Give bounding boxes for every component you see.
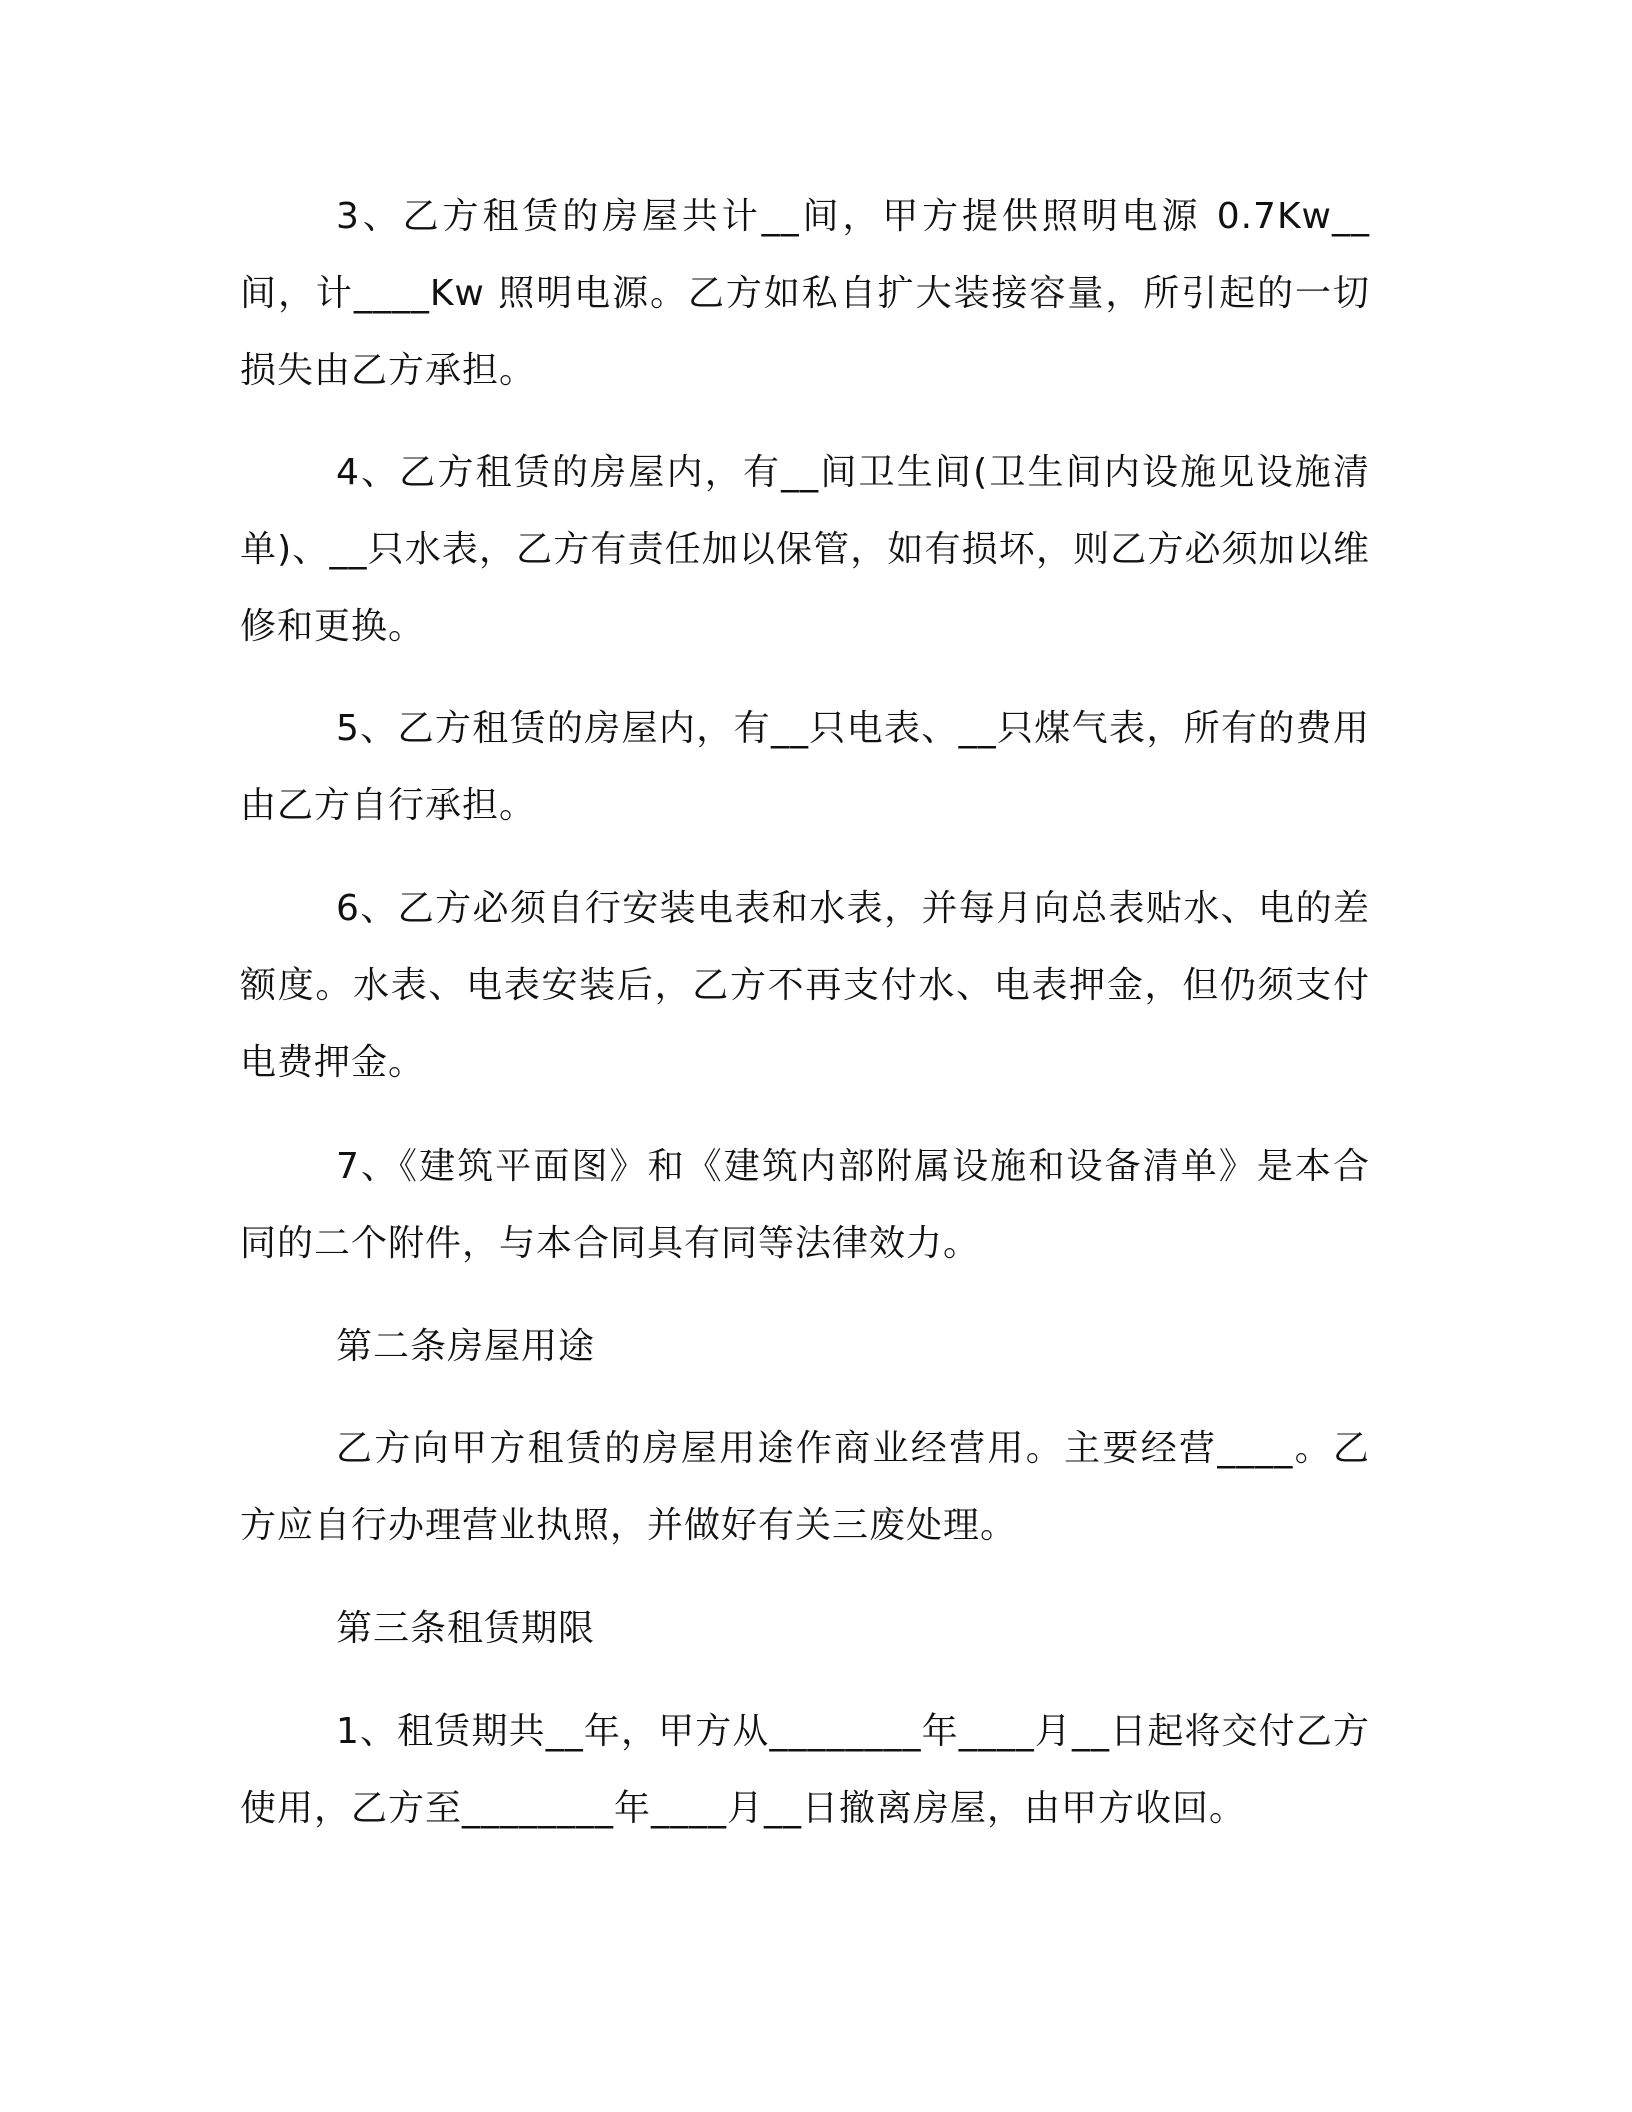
clause-5: 5、乙方租赁的房屋内，有__只电表、__只煤气表，所有的费用由乙方自行承担。 — [240, 708, 1370, 826]
article-3-heading: 第三条租赁期限 — [336, 1608, 596, 1649]
clause-6: 6、乙方必须自行安装电表和水表，并每月向总表贴水、电的差额度。水表、电表安装后，乙方不再支付水、电表押金，但仍须支付电费押金。 — [240, 888, 1370, 1083]
article-3-clause-1: 1、租赁期共__年，甲方从________年____月__日起将交付乙方使用，乙方至________年____月__日撤离房屋，由甲方收回。 — [240, 1711, 1370, 1829]
clause-4: 4、乙方租赁的房屋内，有__间卫生间(卫生间内设施见设施清单)、__只水表，乙方有责任加以保管，如有损坏，则乙方必须加以维修和更换。 — [240, 452, 1370, 647]
clause-7: 7、《建筑平面图》和《建筑内部附属设施和设备清单》是本合同的二个附件，与本合同具有同等法律效力。 — [240, 1146, 1370, 1264]
article-2-heading: 第二条房屋用途 — [336, 1326, 596, 1367]
article-2-body: 乙方向甲方租赁的房屋用途作商业经营用。主要经营____。乙方应自行办理营业执照，并做好有关三废处理。 — [240, 1428, 1370, 1546]
clause-3: 3、乙方租赁的房屋共计__间，甲方提供照明电源 0.7Kw__间，计____Kw 照明电源。乙方如私自扩大装接容量，所引起的一切损失由乙方承担。 — [240, 196, 1370, 391]
